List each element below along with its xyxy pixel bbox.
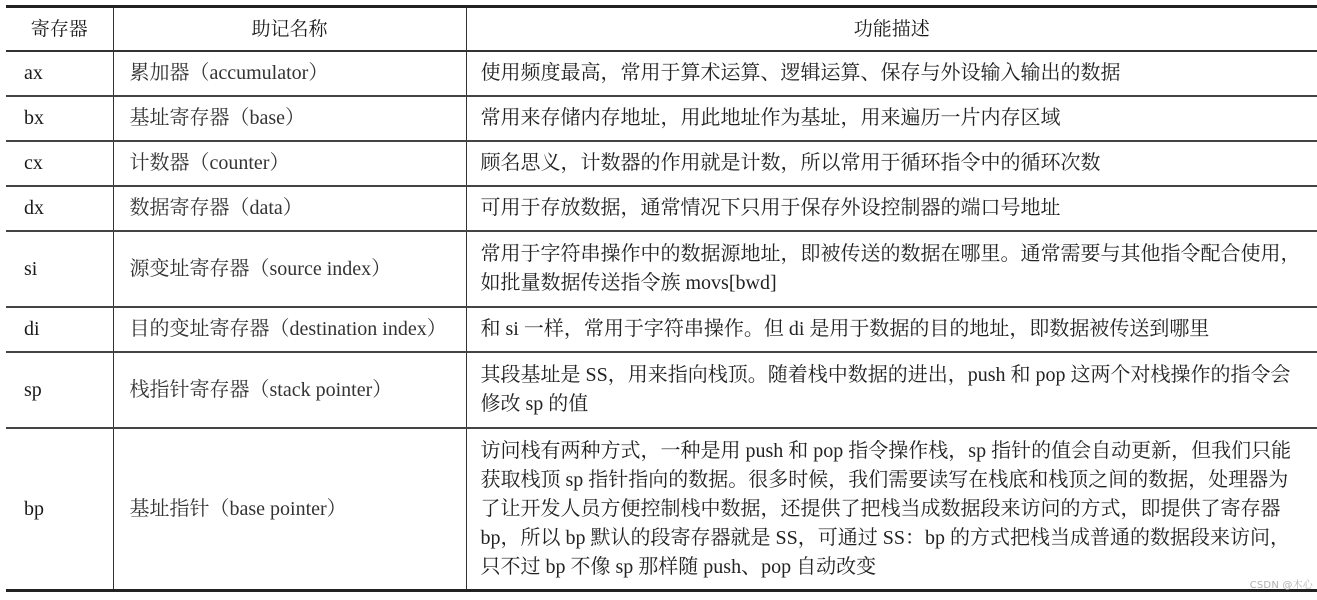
description-cell: 可用于存放数据，通常情况下只用于保存外设控制器的端口号地址 bbox=[466, 186, 1317, 231]
register-cell: cx bbox=[6, 141, 113, 186]
table-row-di bbox=[6, 307, 1317, 352]
mnemonic-cell: 基址寄存器（base） bbox=[113, 96, 466, 141]
table-row-bx bbox=[6, 96, 1317, 141]
description-cell: 常用来存储内存地址，用此地址作为基址，用来遍历一片内存区域 bbox=[466, 96, 1317, 141]
register-cell: sp bbox=[6, 352, 113, 428]
header-mnemonic-name: 助记名称 bbox=[113, 7, 466, 52]
register-cell: bx bbox=[6, 96, 113, 141]
register-cell: bp bbox=[6, 428, 113, 591]
header-register: 寄存器 bbox=[6, 7, 113, 52]
mnemonic-cell: 累加器（accumulator） bbox=[113, 51, 466, 96]
table-header-row bbox=[6, 7, 1317, 52]
register-cell: si bbox=[6, 231, 113, 307]
table-row-si bbox=[6, 231, 1317, 307]
description-cell: 使用频度最高，常用于算术运算、逻辑运算、保存与外设输入输出的数据 bbox=[466, 51, 1317, 96]
table-row-cx bbox=[6, 141, 1317, 186]
register-cell: dx bbox=[6, 186, 113, 231]
table-row-ax bbox=[6, 51, 1317, 96]
table-row-sp bbox=[6, 352, 1317, 428]
mnemonic-cell: 目的变址寄存器（destination index） bbox=[113, 307, 466, 352]
description-cell: 顾名思义，计数器的作用就是计数，所以常用于循环指令中的循环次数 bbox=[466, 141, 1317, 186]
table-row-bp bbox=[6, 428, 1317, 591]
header-function-description: 功能描述 bbox=[466, 7, 1317, 52]
mnemonic-cell: 源变址寄存器（source index） bbox=[113, 231, 466, 307]
register-cell: di bbox=[6, 307, 113, 352]
mnemonic-cell: 栈指针寄存器（stack pointer） bbox=[113, 352, 466, 428]
register-cell: ax bbox=[6, 51, 113, 96]
watermark: CSDN @木心 bbox=[1249, 580, 1313, 591]
table-row-dx bbox=[6, 186, 1317, 231]
mnemonic-cell: 基址指针（base pointer） bbox=[113, 428, 466, 591]
mnemonic-cell: 数据寄存器（data） bbox=[113, 186, 466, 231]
description-cell: 和 si 一样，常用于字符串操作。但 di 是用于数据的目的地址，即数据被传送到哪里 bbox=[466, 307, 1317, 352]
description-cell: 常用于字符串操作中的数据源地址，即被传送的数据在哪里。通常需要与其他指令配合使用，如批量数据传送指令族 movs[bwd] bbox=[466, 231, 1317, 307]
description-cell: 其段基址是 SS，用来指向栈顶。随着栈中数据的进出，push 和 pop 这两个对栈操作的指令会修改 sp 的值 bbox=[466, 352, 1317, 428]
register-table bbox=[6, 5, 1317, 592]
mnemonic-cell: 计数器（counter） bbox=[113, 141, 466, 186]
description-cell: 访问栈有两种方式，一种是用 push 和 pop 指令操作栈，sp 指针的值会自动更新，但我们只能获取栈顶 sp 指针指向的数据。很多时候，我们需要读写在栈底和栈顶之间的数据，处理器为了让开发人员方便控制栈中数据，还提供了把栈当成数据段来访问的方式，即提供了寄存器 bp，所以 bp 默认的段寄存器就是 SS，可通过 SS：bp 的方式把栈当成普通的数据段来访问，只不过 bp 不像 sp 那样随 push、pop 自动改变 bbox=[466, 428, 1317, 591]
